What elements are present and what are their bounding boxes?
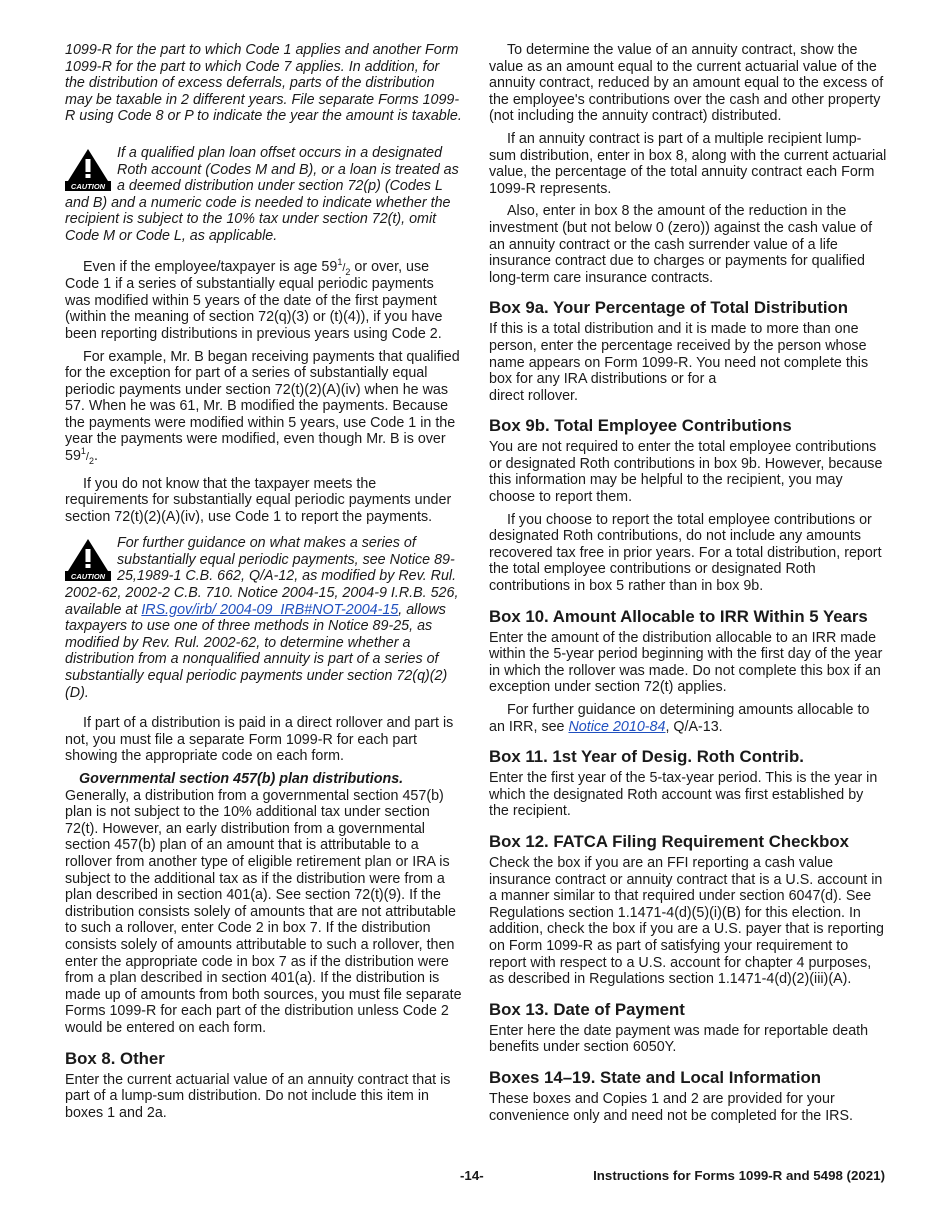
paragraph-box-12: Check the box if you are an FFI reporting a cash value insurance contract or annuity contract that is a U.S. account in a manner similar to that required under section 6047(d). See Regulations section 1.1471-4(d)(5)(i)(B) for this election. In addition, check the box if you are a U.S. payer that is reporting on Form 1099-R as part of satisfying your requirement to report with respect to a U.S. account for chapter 4 purposes, as described in Regulations section 1.1471-4(d)(2)(iii)(A). bbox=[489, 854, 884, 988]
caution-text-1: If a qualified plan loan offset occurs in a designated Roth account (Codes M and B), or a loan is treated as a deemed distribution under section 72(p) (Codes L and B) and a numeric code is needed to indicate whether the recipient is subject to the 10% tax under section 72(t), omit Code M or Code L, as applicable. bbox=[65, 144, 459, 244]
paragraph-box-9a: If this is a total distribution and it is made to more than one person, enter the percentage received by the person whose name appears on Form 1099-R. You need not complete this box for any IRA distributions or for a direct rollover. bbox=[489, 321, 869, 404]
left-column bbox=[65, 42, 462, 1127]
paragraph-multiple-recipient: If an annuity contract is part of a multiple recipient lump-sum distribution, enter in box 8, along with the current actuarial value, the percentage of the total annuity contract each Form 1099-R represents. bbox=[489, 130, 887, 197]
heading-box-11: Box 11. 1st Year of Desig. Roth Contrib. bbox=[489, 747, 804, 767]
notice-2010-84-link[interactable]: Notice 2010-84 bbox=[568, 718, 666, 735]
paragraph-box-13: Enter here the date payment was made for reportable death benefits under section 6050Y. bbox=[489, 1022, 869, 1056]
heading-box-12: Box 12. FATCA Filing Requirement Checkbox bbox=[489, 831, 849, 851]
paragraph-457b-heading: Governmental section 457(b) plan distributions. bbox=[79, 771, 404, 788]
paragraph-reduction: Also, enter in box 8 the amount of the reduction in the investment (but not below 0 (zero)) against the cash value of an annuity contract or the cash surrender value of a life insurance contract due to charges or payments for qualified long-term care insurance contracts. bbox=[489, 203, 873, 286]
heading-box-9a: Box 9a. Your Percentage of Total Distribution bbox=[489, 298, 848, 318]
paragraph-box-9b-1: You are not required to enter the total employee contributions or designated Roth contributions in box 9b. However, because this information may be helpful to the recipient, you may choose to report them. bbox=[489, 439, 883, 506]
paragraph-box-10-1: Enter the amount of the distribution allocable to an IRR made within the 5-year period beginning with the first day of the year in which the rollover was made. Do not complete this box if an exception under section 72(t) applies. bbox=[489, 629, 883, 696]
caution-label: CAUTION bbox=[70, 181, 106, 191]
caution-note-2: CAUTION For further guidance on what makes a series of substantially equal periodic payments, see Notice 89-25,1989-1 C.B. 662, Q/A-12, as modified by Rev. Rul. 2002-62, 2002-2 C.B. 710. Notice 2004-15, 2004-9 I.R.B. 526, available at IRS.gov/irb/ 2004-09_IRB#NOT-2004-15, allows taxpayers to use one of three methods in Notice 89-25, as modified by Rev. Rul. 2002-62, to determine whether a distribution from a nonqualified annuity is part of a series of substantially equal periodic payments under section 72(q)(2)(D). bbox=[65, 535, 459, 701]
right-column bbox=[489, 42, 887, 1130]
page-number: -14- bbox=[460, 1168, 484, 1183]
document-title: Instructions for Forms 1099-R and 5498 (2021) bbox=[593, 1168, 885, 1183]
heading-boxes-14-19: Boxes 14–19. State and Local Information bbox=[489, 1067, 821, 1087]
paragraph-annuity-value: To determine the value of an annuity contract, show the value as an amount equal to the current actuarial value of the annuity contract, reduced by an amount equal to the excess of the employee's contributions over the cash and other property (not including the annuity contract) distributed. bbox=[489, 42, 884, 125]
paragraph-box-8: Enter the current actuarial value of an annuity contract that is part of a lump-sum distribution. Do not include this item in boxes 1 and 2a. bbox=[65, 1071, 451, 1121]
continued-paragraph: 1099-R for the part to which Code 1 applies and another Form 1099-R for the part to which Code 7 applies. In addition, for the distribution of excess deferrals, parts of the distribution may be taxable in 2 different years. File separate Forms 1099-R using Code 8 or P to indicate the year the amount is taxable. bbox=[65, 42, 462, 125]
heading-box-10: Box 10. Amount Allocable to IRR Within 5 Years bbox=[489, 606, 868, 626]
heading-box-8: Box 8. Other bbox=[65, 1048, 165, 1068]
paragraph-boxes-14-19: These boxes and Copies 1 and 2 are provided for your convenience only and need not be completed for the IRS. bbox=[489, 1090, 854, 1124]
paragraph-box-10-2: For further guidance on determining amounts allocable to an IRR, see Notice 2010-84, Q/A-13. bbox=[489, 702, 870, 735]
irs-irb-link[interactable]: IRS.gov/irb/ 2004-09_IRB#NOT-2004-15 bbox=[141, 601, 399, 618]
heading-box-13: Box 13. Date of Payment bbox=[489, 999, 685, 1019]
caution-label: CAUTION bbox=[70, 572, 106, 582]
caution-icon bbox=[65, 537, 111, 581]
caution-note-1 bbox=[65, 145, 462, 245]
paragraph-requirements: If you do not know that the taxpayer meets the requirements for substantially equal periodic payments under section 72(t)(2)(A)(iv), use Code 1 to report the payments. bbox=[65, 475, 452, 525]
paragraph-box-9b-2: If you choose to report the total employee contributions or designated Roth contributions, do not include any amounts recovered tax free in prior years. For a total distribution, report the total employee contributions or designated Roth contributions in box 5 rather than in box 9b. bbox=[489, 511, 882, 595]
paragraph-example: For example, Mr. B began receiving payments that qualified for the exception for part of a series of substantially equal periodic payments under section 72(t)(2)(A)(iv) when he was 57. When he was 61, Mr. B modified the payments. Because the payments were modified within 5 years, use Code 1 in the year the payments were modified, even though Mr. B is over $59^1/_2$. bbox=[65, 348, 460, 466]
heading-box-9b: Box 9b. Total Employee Contributions bbox=[489, 416, 792, 436]
paragraph-direct-rollover: If part of a distribution is paid in a direct rollover and part is not, you must file a separate Form 1099-R for each part showing the appropriate code on each form. bbox=[65, 715, 454, 765]
paragraph-age-59: Even if the employee/taxpayer is age $59^1/_2$ or over, use Code 1 if a series of substantially equal periodic payments was modified within 5 years of the date of the first payment (within the meaning of section 72(q)(3) or (t)(4)), if you have been reporting distributions in previous years using Code 2. bbox=[65, 256, 443, 342]
paragraph-box-11: Enter the first year of the 5-tax-year period. This is the year in which the designated Roth account was first established by the recipient. bbox=[489, 770, 878, 820]
caution-icon bbox=[65, 147, 111, 191]
paragraph-457b: Governmental section 457(b) plan distributions. Generally, a distribution from a governmental section 457(b) plan is not subject to the 10% additional tax under section 72(t). However, an early distribution from a governmental section 457(b) plan of an amount that is attributable to a rollover from another type of eligible retirement plan or IRA is subject to the additional tax as if the distribution were from a plan described in section 401(a). See section 72(t)(9). If the distribution consists solely of amounts that are not attributable to such a rollover, enter Code 2 in box 7. If the distribution consists solely of amounts attributable to such a rollover, then enter the appropriate code in box 7 as if the distribution were from a plan described in section 401(a). If the distribution is made up of amounts from both sources, you must file separate Forms 1099-R for each part of the distribution unless Code 2 would be entered on each form. bbox=[65, 771, 462, 1036]
